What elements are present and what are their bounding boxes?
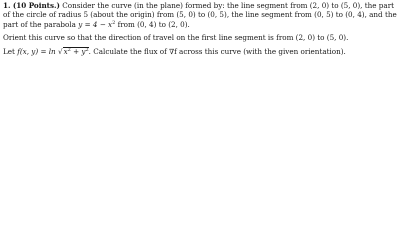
statement-line-3-pre: part of the parabola	[3, 19, 79, 29]
square-root	[58, 47, 89, 56]
radicand-plus: +	[70, 46, 82, 56]
sqrt-symbol: √	[57, 46, 63, 56]
problem-number: 1.	[3, 1, 11, 10]
function-post: . Calculate the flux of ∇f across this curve (with the given orientation).	[88, 46, 346, 56]
function-lhs: f(x, y) = ln	[17, 46, 56, 56]
problem-line-1	[3, 1, 395, 10]
parabola-exponent: 2	[112, 19, 116, 26]
orientation-line	[3, 33, 347, 42]
radicand-y: y	[81, 46, 86, 56]
y-exponent: 2	[85, 46, 89, 53]
problem-line-2	[3, 10, 397, 20]
orientation-text: Orient this curve so that the direction of travel on the first line segment is from (2, 0) to (5, 0).	[3, 33, 349, 43]
function-line	[3, 47, 347, 56]
statement-line-2: of the circle of radius 5 (about the origin) from (5, 0) to (0, 5), the line segment from (0, 5) to (0, 4), and the	[3, 10, 397, 20]
statement-line-3-post: from (0, 4) to (2, 0).	[115, 19, 190, 29]
x-exponent: 2	[67, 46, 71, 53]
radicand	[63, 47, 89, 56]
problem-text	[3, 1, 397, 56]
problem-line-3	[3, 20, 347, 29]
function-pre: Let	[3, 46, 18, 56]
parabola-equation: y = 4 − x	[78, 19, 113, 29]
radicand-x: x	[63, 46, 68, 56]
problem-points: (10 Points.)	[12, 1, 60, 10]
statement-line-1: Consider the curve (in the plane) formed by: the line segment from (2, 0) to (5, 0), the part	[62, 1, 395, 10]
